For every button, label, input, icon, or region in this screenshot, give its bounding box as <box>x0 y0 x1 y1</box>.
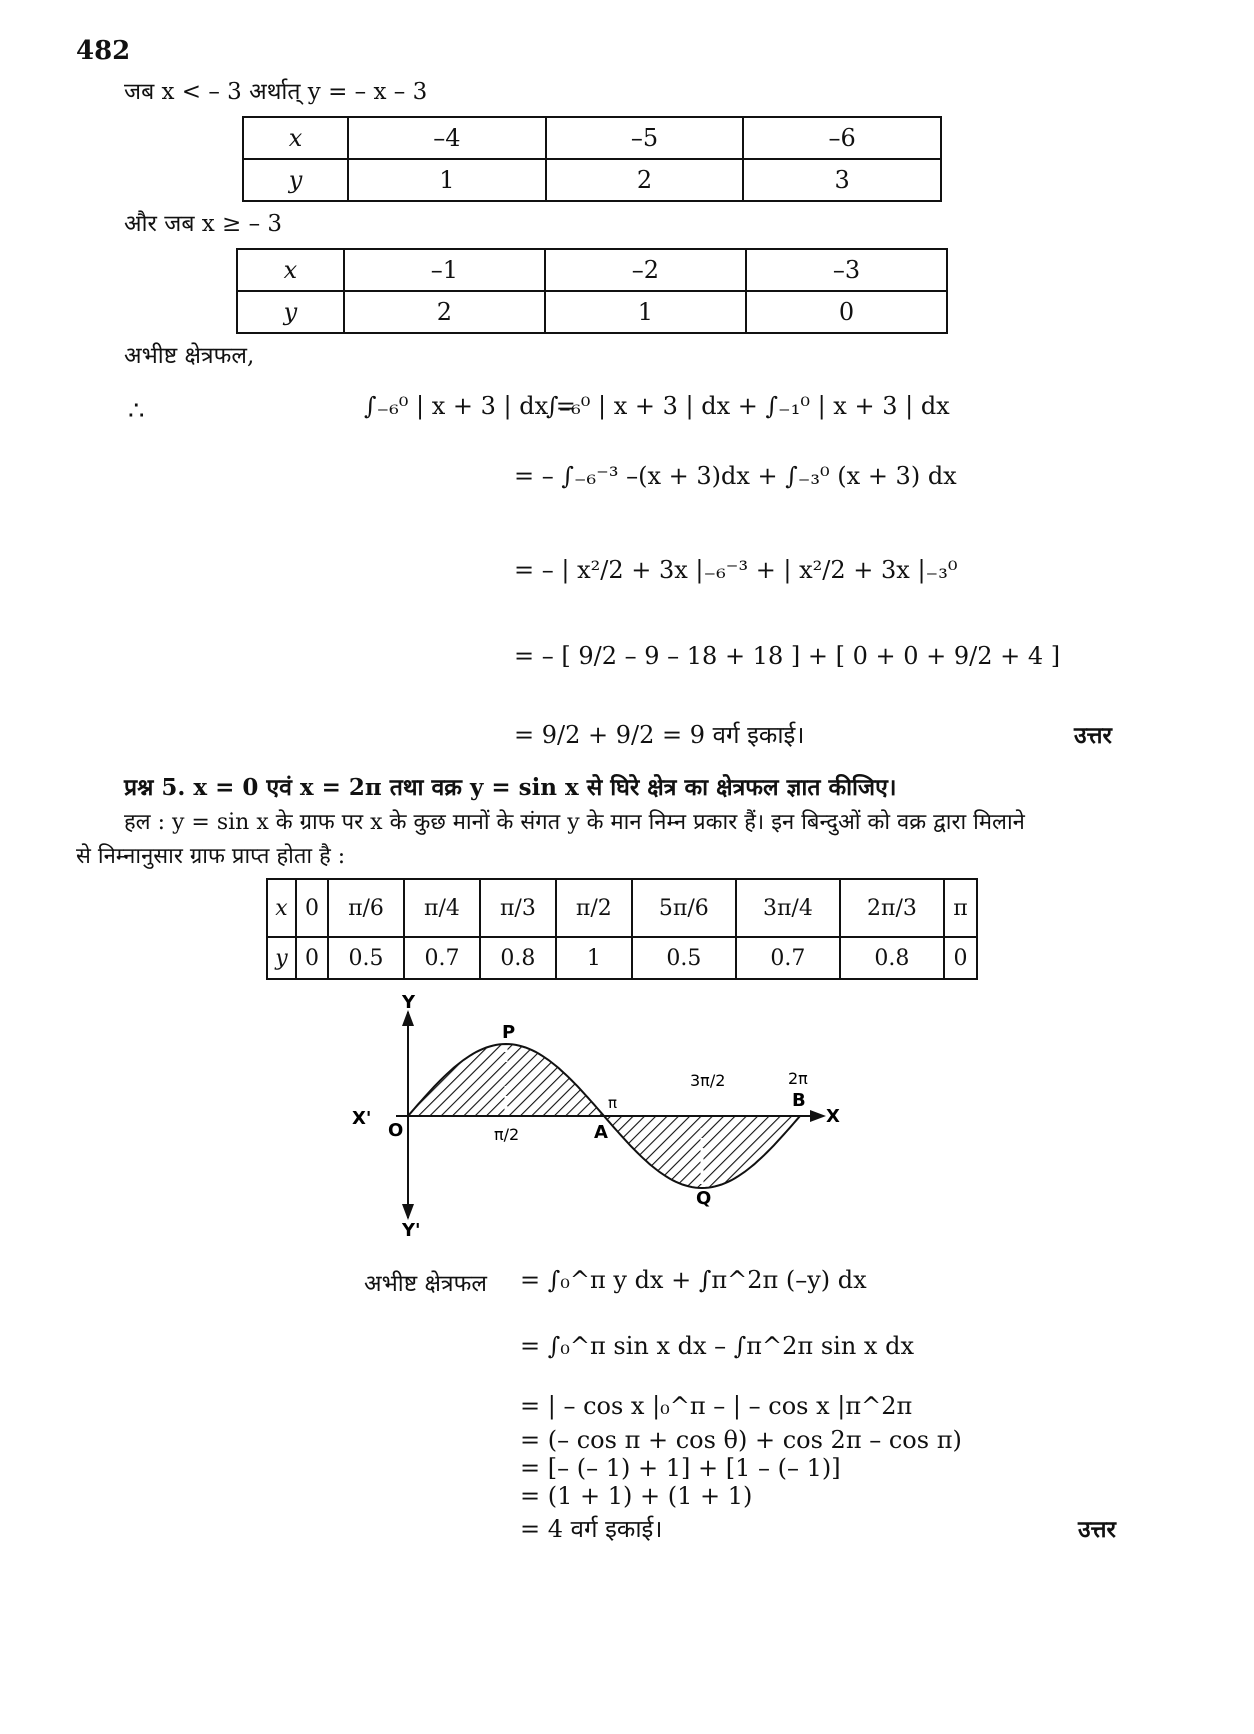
table-cell: 0.8 <box>840 937 944 979</box>
table-cell: 3 <box>743 159 941 201</box>
table-cell: y <box>267 937 296 979</box>
table-cell: –5 <box>546 117 744 159</box>
table-cell: π/3 <box>480 879 556 937</box>
solution-step-3: = | – cos x |₀^π – | – cos x |π^2π <box>520 1392 913 1420</box>
table-cell: 0.7 <box>736 937 840 979</box>
table-row <box>243 117 941 159</box>
solution-line-1: हल : y = sin x के ग्राफ पर x के कुछ मानों के संगत y के मान निम्न प्रकार हैं। इन बिन्दुओं को वक्र द्वारा मिलाने <box>124 810 1025 835</box>
table-cell: 0 <box>944 937 977 979</box>
x-axis-arrow <box>810 1110 826 1122</box>
table-cell: 0.8 <box>480 937 556 979</box>
table-cell: y <box>237 291 344 333</box>
label-y: Y <box>402 992 416 1013</box>
solution-step-2: = ∫₀^π sin x dx – ∫π^2π sin x dx <box>520 1332 914 1360</box>
table-row <box>267 879 977 937</box>
equation-5: = 9/2 + 9/2 = 9 वर्ग इकाई। <box>514 721 805 749</box>
table-cell: 2π/3 <box>840 879 944 937</box>
therefore-symbol: ∴ <box>128 396 145 426</box>
table-cell: 2 <box>546 159 744 201</box>
table-row <box>243 159 941 201</box>
label-q: Q <box>696 1188 712 1209</box>
solution-step-4: = (– cos π + cos θ) + cos 2π – cos π) <box>520 1426 962 1454</box>
label-x: X <box>826 1106 840 1127</box>
label-pi: π <box>608 1094 618 1112</box>
table-cell: –1 <box>344 249 545 291</box>
table-cell: 1 <box>348 159 546 201</box>
table-cell: y <box>243 159 348 201</box>
solution-line-2: से निम्नानुसार ग्राफ प्राप्त होता है : <box>76 844 346 869</box>
question-5: प्रश्न 5. x = 0 एवं x = 2π तथा वक्र y = sin x से घिरे क्षेत्र का क्षेत्रफल ज्ञात कीजिए। <box>124 774 897 801</box>
table-cell: π/4 <box>404 879 480 937</box>
table-row <box>237 291 947 333</box>
table-cell: 2 <box>344 291 545 333</box>
table-cell: 5π/6 <box>632 879 736 937</box>
answer-label-1: उत्तर <box>1074 722 1112 749</box>
answer-label-2: उत्तर <box>1078 1516 1116 1543</box>
table-cell: π <box>944 879 977 937</box>
equation-1-lhs: ∫₋₆⁰ | x + 3 | dx = <box>364 392 576 420</box>
table-cell: –3 <box>746 249 947 291</box>
solution-step-5: = [– (– 1) + 1] + [1 – (– 1)] <box>520 1454 841 1482</box>
table-cell: 0.5 <box>632 937 736 979</box>
required-area-label: अभीष्ट क्षेत्रफल, <box>124 343 255 369</box>
table-cell: 1 <box>545 291 746 333</box>
value-table-1 <box>242 116 942 202</box>
table-cell: 0.7 <box>404 937 480 979</box>
required-area-label-2: अभीष्ट क्षेत्रफल <box>364 1271 487 1297</box>
label-2pi: 2π <box>788 1069 808 1088</box>
table-row <box>267 937 977 979</box>
label-y-prime: Y' <box>402 1220 421 1240</box>
table-cell: x <box>243 117 348 159</box>
condition-x-geq-minus-3: और जब x ≥ – 3 <box>124 211 283 237</box>
table-cell: 3π/4 <box>736 879 840 937</box>
table-cell: 0.5 <box>328 937 404 979</box>
table-cell: π/2 <box>556 879 632 937</box>
equation-2: = – ∫₋₆⁻³ –(x + 3)dx + ∫₋₃⁰ (x + 3) dx <box>514 462 957 490</box>
condition-x-less-than-minus-3: जब x < – 3 अर्थात् y = – x – 3 <box>124 79 428 105</box>
label-pi-over-2: π/2 <box>494 1125 520 1144</box>
equation-1-rhs: ∫₋₆⁰ | x + 3 | dx + ∫₋₁⁰ | x + 3 | dx <box>546 392 950 420</box>
solution-step-7: = 4 वर्ग इकाई। <box>520 1515 663 1543</box>
table-cell: –6 <box>743 117 941 159</box>
table-cell: 0 <box>296 879 328 937</box>
label-o: O <box>388 1120 404 1141</box>
label-p: P <box>502 1022 516 1043</box>
solution-step-6: = (1 + 1) + (1 + 1) <box>520 1482 753 1510</box>
table-cell: π/6 <box>328 879 404 937</box>
table-cell: –4 <box>348 117 546 159</box>
table-cell: x <box>237 249 344 291</box>
sine-value-table <box>266 878 978 980</box>
equation-3: = – | x²/2 + 3x |₋₆⁻³ + | x²/2 + 3x |₋₃⁰ <box>514 556 958 584</box>
equation-4: = – [ 9/2 – 9 – 18 + 18 ] + [ 0 + 0 + 9/2 + 4 ] <box>514 642 1061 670</box>
solution-step-1: = ∫₀^π y dx + ∫π^2π (–y) dx <box>520 1266 867 1294</box>
table-cell: x <box>267 879 296 937</box>
label-x-prime: X' <box>352 1108 372 1129</box>
label-a: A <box>594 1122 608 1143</box>
label-3pi-over-2: 3π/2 <box>690 1071 726 1090</box>
page-number: 482 <box>76 36 131 66</box>
table-row <box>237 249 947 291</box>
table-cell: –2 <box>545 249 746 291</box>
table-cell: 0 <box>296 937 328 979</box>
value-table-2 <box>236 248 948 334</box>
label-b: B <box>792 1090 806 1111</box>
y-prime-axis-arrow <box>402 1204 414 1220</box>
table-cell: 1 <box>556 937 632 979</box>
table-cell: 0 <box>746 291 947 333</box>
sine-graph <box>340 990 860 1240</box>
